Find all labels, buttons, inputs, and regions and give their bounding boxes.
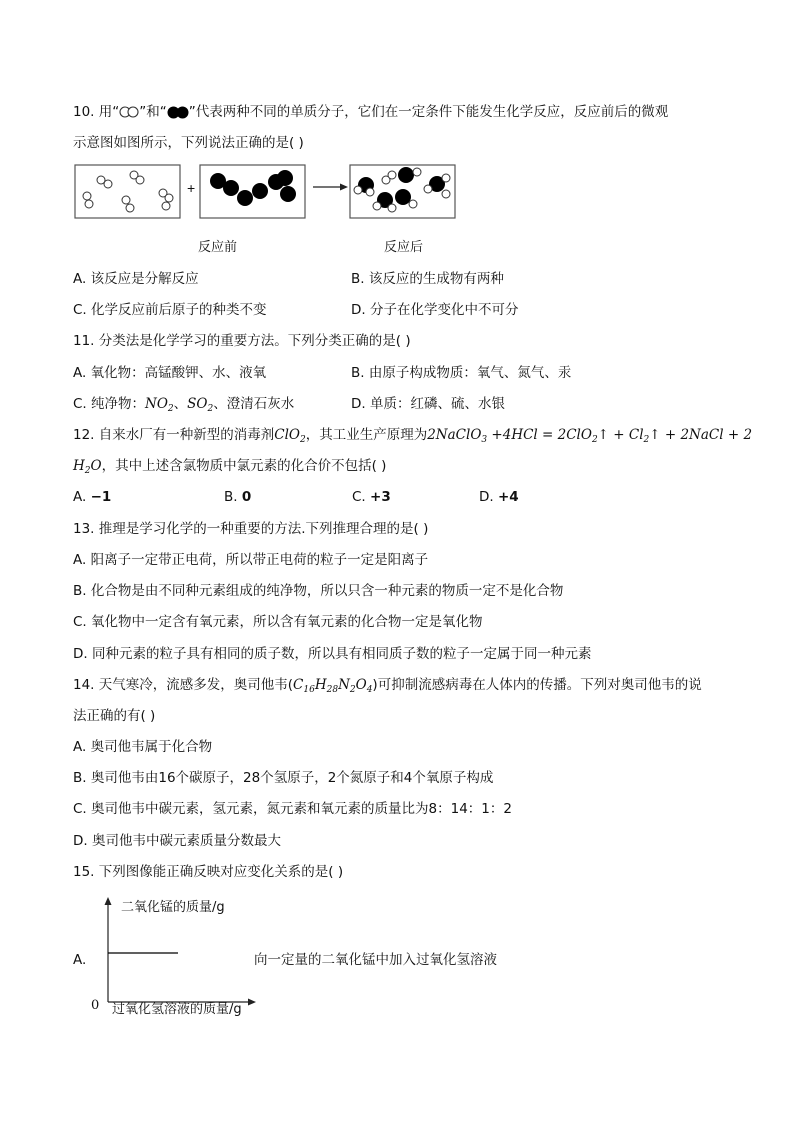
q13-option-a[interactable]: A. 阳离子一定带正电荷，所以带正电荷的粒子一定是阳离子: [73, 552, 429, 568]
q14-option-a[interactable]: A. 奥司他韦属于化合物: [73, 739, 213, 755]
x-axis-label: 过氧化氢溶液的质量/g: [112, 1002, 242, 1017]
origin-label: 0: [91, 998, 100, 1013]
x-axis-arrow: [248, 999, 256, 1006]
q12-option-d[interactable]: D. +4: [479, 489, 519, 505]
q12-option-b[interactable]: B. 0: [224, 489, 252, 505]
q13-option-d[interactable]: D. 同种元素的粒子具有相同的质子数，所以具有相同质子数的粒子一定属于同一种元素: [73, 646, 592, 662]
q13-option-c[interactable]: C. 氧化物中一定含有氧元素，所以含有氧元素的化合物一定是氧化物: [73, 614, 483, 630]
q15-option-a-text[interactable]: 向一定量的二氧化锰中加入过氧化氢溶液: [254, 952, 497, 968]
q13-stem: 13. 推理是学习化学的一种重要的方法.下列推理合理的是( ): [73, 521, 429, 537]
q15-option-a-label[interactable]: A.: [73, 952, 87, 968]
q14-stem-line1: 14. 天气寒冷，流感多发，奥司他韦$(C_{16}H_{28}N_2O_4)$可抑制流感病毒在人体内的传播。下列对奥司他韦的说: [73, 677, 702, 695]
reaction-diagram: [70, 158, 480, 224]
q10-stem-line1: 10. 用“ ”和“ ”代表两种不同的单质分子，它们在一定条件下能发生化学反应，反应前后的微观: [73, 104, 669, 120]
q15-stem: 15. 下列图像能正确反映对应变化关系的是( ): [73, 864, 344, 880]
q11-option-a[interactable]: A. 氧化物：高锰酸钾、水、液氧: [73, 365, 267, 381]
q14-option-c[interactable]: C. 奥司他韦中碳元素，氢元素，氮元素和氧元素的质量比为8：14：1：2: [73, 801, 512, 817]
q13-option-b[interactable]: B. 化合物是由不同种元素组成的纯净物，所以只含一种元素的物质一定不是化合物: [73, 583, 564, 599]
q12-stem-line2: $H_2O$，其中上述含氯物质中氯元素的化合价不包括( ): [73, 458, 387, 476]
q10-option-d[interactable]: D. 分子在化学变化中不可分: [351, 302, 519, 318]
caption-after: 反应后: [384, 240, 424, 255]
caption-before: 反应前: [198, 240, 238, 255]
y-axis-arrow: [105, 897, 112, 905]
q11-option-c[interactable]: C. 纯净物：$NO_2$、$SO_2$、澄清石灰水: [73, 396, 295, 414]
q11-stem: 11. 分类法是化学学习的重要方法。下列分类正确的是( ): [73, 333, 411, 349]
white-molecule-icon: [119, 106, 139, 118]
q12-option-c[interactable]: C. +3: [352, 489, 391, 505]
q10-option-c[interactable]: C. 化学反应前后原子的种类不变: [73, 302, 267, 318]
q12-option-a[interactable]: A. −1: [73, 489, 112, 505]
q14-stem-line2: 法正确的有( ): [73, 708, 156, 724]
q12-stem-line1: 12. 自来水厂有一种新型的消毒剂ClO$_2$，其工业生产原理为2NaClO$_3$ +4HCl = 2ClO$_2$↑ + $Cl_2↑$ + 2NaCl + 2: [73, 427, 753, 445]
y-axis-label: 二氧化锰的质量/g: [121, 900, 225, 915]
q14-option-b[interactable]: B. 奥司他韦由16个碳原子，28个氢原子，2个氮原子和4个氧原子构成: [73, 770, 494, 786]
black-molecule-icon: [167, 106, 189, 119]
q10-stem-line2: 示意图如图所示，下列说法正确的是( ): [73, 135, 304, 151]
plus-sign: +: [187, 180, 196, 196]
q11-option-d[interactable]: D. 单质：红磷、硫、水银: [351, 396, 505, 412]
q14-option-d[interactable]: D. 奥司他韦中碳元素质量分数最大: [73, 833, 281, 849]
q11-option-b[interactable]: B. 由原子构成物质：氧气、氮气、汞: [351, 365, 572, 381]
q10-option-a[interactable]: A. 该反应是分解反应: [73, 271, 199, 287]
q10-option-b[interactable]: B. 该反应的生成物有两种: [351, 271, 504, 287]
